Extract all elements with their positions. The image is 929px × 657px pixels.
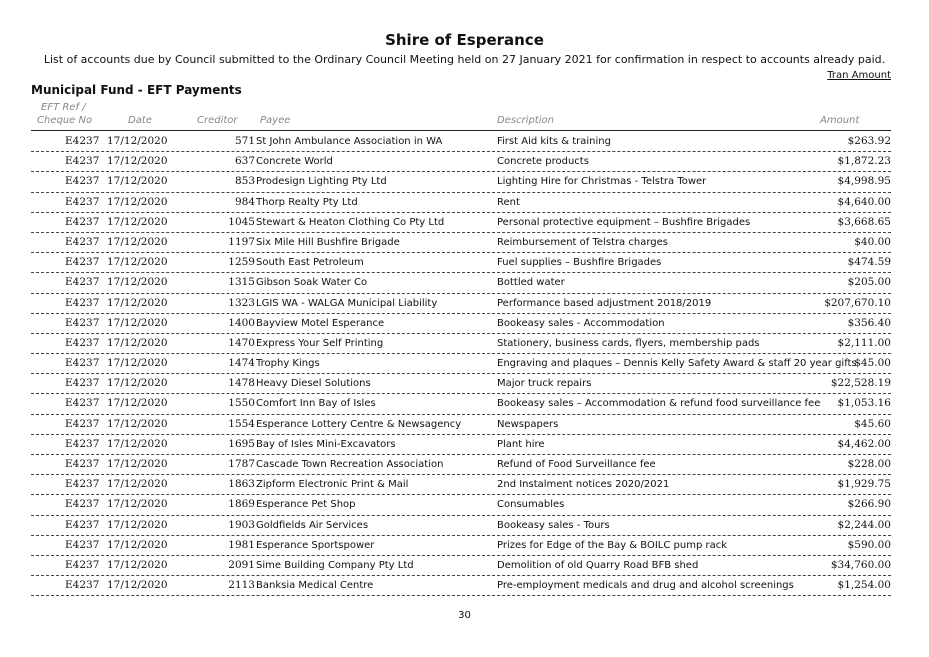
cell-date: 17/12/2020 bbox=[107, 256, 168, 269]
table-row bbox=[31, 576, 891, 596]
cell-ref: E4237 bbox=[65, 276, 100, 289]
table-row bbox=[31, 213, 891, 233]
table-row bbox=[31, 475, 891, 495]
cell-amount: $22,528.19 bbox=[830, 377, 891, 390]
cell-payee: LGIS WA - WALGA Municipal Liability bbox=[256, 297, 438, 309]
cell-amount: $2,244.00 bbox=[837, 518, 891, 531]
cell-ref: E4237 bbox=[65, 377, 100, 390]
table-row bbox=[31, 516, 891, 536]
cell-amount: $45.60 bbox=[854, 417, 891, 430]
cell-amount: $228.00 bbox=[847, 458, 891, 470]
cell-payee: Stewart & Heaton Clothing Co Pty Ltd bbox=[256, 216, 445, 228]
cell-amount: $474.59 bbox=[847, 256, 891, 269]
cell-description: Demolition of old Quarry Road BFB shed bbox=[497, 559, 699, 571]
table-row bbox=[31, 294, 891, 314]
cell-description: Rent bbox=[497, 196, 520, 208]
cell-creditor: 984 bbox=[234, 195, 255, 208]
cell-date: 17/12/2020 bbox=[107, 316, 168, 329]
cell-creditor: 853 bbox=[234, 175, 255, 188]
table-row bbox=[31, 314, 891, 334]
cell-amount: $207,670.10 bbox=[824, 296, 891, 309]
table-row bbox=[31, 415, 891, 435]
cell-amount: $1,254.00 bbox=[837, 579, 891, 592]
col-header-ref-line2: Cheque No bbox=[37, 115, 93, 126]
cell-date: 17/12/2020 bbox=[107, 155, 168, 168]
cell-payee: Heavy Diesel Solutions bbox=[256, 378, 371, 390]
col-header-creditor: Creditor bbox=[197, 115, 238, 126]
cell-description: First Aid kits & training bbox=[497, 136, 611, 147]
cell-description: Personal protective equipment – Bushfire Brigades bbox=[497, 216, 751, 228]
cell-amount: $1,929.75 bbox=[837, 478, 891, 491]
col-header-description: Description bbox=[497, 115, 554, 126]
table-row bbox=[31, 374, 891, 394]
col-header-amount: Amount bbox=[820, 115, 860, 126]
cell-creditor: 1197 bbox=[228, 235, 255, 248]
cell-creditor: 637 bbox=[234, 155, 255, 168]
cell-date: 17/12/2020 bbox=[107, 478, 168, 491]
cell-description: Major truck repairs bbox=[497, 378, 592, 390]
cell-description: Bookeasy sales - Tours bbox=[497, 519, 610, 531]
cell-date: 17/12/2020 bbox=[107, 195, 168, 208]
cell-creditor: 1869 bbox=[228, 498, 255, 511]
cell-date: 17/12/2020 bbox=[107, 276, 168, 289]
cell-date: 17/12/2020 bbox=[107, 377, 168, 390]
cell-payee: Concrete World bbox=[256, 156, 333, 168]
cell-description: Bookeasy sales – Accommodation & refund food surveillance fee bbox=[497, 398, 821, 410]
cell-payee: Cascade Town Recreation Association bbox=[256, 459, 444, 470]
cell-payee: Bay of Isles Mini-Excavators bbox=[256, 438, 396, 450]
cell-ref: E4237 bbox=[65, 316, 100, 329]
cell-ref: E4237 bbox=[65, 155, 100, 168]
table-row bbox=[31, 536, 891, 556]
cell-payee: Six Mile Hill Bushfire Brigade bbox=[256, 236, 400, 248]
cell-description: Consumables bbox=[497, 499, 565, 511]
cell-payee: Zipform Electronic Print & Mail bbox=[256, 479, 409, 491]
col-header-payee: Payee bbox=[260, 115, 291, 126]
cell-amount: $2,111.00 bbox=[837, 336, 891, 349]
cell-creditor: 1695 bbox=[228, 437, 255, 450]
cell-creditor: 2091 bbox=[228, 558, 255, 571]
cell-payee: Bayview Motel Esperance bbox=[256, 317, 385, 329]
cell-ref: E4237 bbox=[65, 357, 100, 370]
cell-payee: Thorp Realty Pty Ltd bbox=[256, 196, 358, 208]
cell-date: 17/12/2020 bbox=[107, 357, 168, 370]
cell-description: Bookeasy sales - Accommodation bbox=[497, 317, 665, 329]
cell-ref: E4237 bbox=[65, 579, 100, 592]
table-row bbox=[31, 253, 891, 273]
table-row bbox=[31, 152, 891, 172]
cell-description: Engraving and plaques – Dennis Kelly Safety Award & staff 20 year gifts bbox=[497, 358, 857, 370]
cell-payee: Esperance Sportspower bbox=[256, 539, 375, 551]
cell-description: Fuel supplies – Bushfire Brigades bbox=[497, 257, 662, 269]
cell-date: 17/12/2020 bbox=[107, 175, 168, 188]
cell-creditor: 571 bbox=[234, 135, 255, 147]
table-row bbox=[31, 354, 891, 374]
cell-creditor: 1478 bbox=[228, 377, 255, 390]
cell-date: 17/12/2020 bbox=[107, 417, 168, 430]
cell-description: 2nd Instalment notices 2020/2021 bbox=[497, 479, 670, 491]
cell-amount: $1,053.16 bbox=[837, 397, 891, 410]
cell-creditor: 1903 bbox=[228, 518, 255, 531]
cell-payee: Sime Building Company Pty Ltd bbox=[256, 559, 414, 571]
cell-amount: $4,462.00 bbox=[837, 437, 891, 450]
cell-description: Pre-employment medicals and drug and alcohol screenings bbox=[497, 580, 794, 592]
table-row bbox=[31, 435, 891, 455]
cell-amount: $263.92 bbox=[847, 135, 891, 147]
cell-creditor: 2113 bbox=[228, 579, 255, 592]
cell-creditor: 1550 bbox=[228, 397, 255, 410]
cell-creditor: 1863 bbox=[228, 478, 255, 491]
cell-description: Bottled water bbox=[497, 277, 565, 289]
cell-payee: Express Your Self Printing bbox=[256, 337, 384, 349]
cell-ref: E4237 bbox=[65, 195, 100, 208]
cell-date: 17/12/2020 bbox=[107, 518, 168, 531]
cell-date: 17/12/2020 bbox=[107, 498, 168, 511]
cell-payee: South East Petroleum bbox=[256, 257, 364, 269]
cell-ref: E4237 bbox=[65, 417, 100, 430]
cell-ref: E4237 bbox=[65, 518, 100, 531]
cell-amount: $40.00 bbox=[854, 235, 891, 248]
cell-ref: E4237 bbox=[65, 235, 100, 248]
cell-date: 17/12/2020 bbox=[107, 579, 168, 592]
cell-ref: E4237 bbox=[65, 397, 100, 410]
document-title: Shire of Esperance bbox=[385, 31, 544, 49]
page-number: 30 bbox=[458, 610, 471, 621]
cell-payee: Banksia Medical Centre bbox=[256, 580, 374, 592]
cell-date: 17/12/2020 bbox=[107, 397, 168, 410]
cell-creditor: 1400 bbox=[228, 316, 255, 329]
table-row bbox=[31, 193, 891, 213]
table-row bbox=[31, 273, 891, 293]
cell-amount: $45.00 bbox=[854, 357, 891, 370]
table-row bbox=[31, 455, 891, 475]
cell-payee: Comfort Inn Bay of Isles bbox=[256, 398, 376, 410]
cell-description: Plant hire bbox=[497, 438, 545, 450]
cell-payee: Trophy Kings bbox=[256, 358, 320, 370]
col-header-ref-line1: EFT Ref / bbox=[41, 102, 86, 113]
cell-creditor: 1474 bbox=[228, 357, 255, 370]
cell-ref: E4237 bbox=[65, 558, 100, 571]
cell-creditor: 1259 bbox=[228, 256, 255, 269]
cell-amount: $4,998.95 bbox=[837, 175, 891, 188]
cell-creditor: 1315 bbox=[228, 276, 255, 289]
cell-description: Prizes for Edge of the Bay & BOILC pump rack bbox=[497, 539, 727, 551]
cell-amount: $266.90 bbox=[847, 498, 891, 511]
cell-amount: $3,668.65 bbox=[837, 215, 891, 228]
cell-amount: $205.00 bbox=[847, 276, 891, 289]
cell-description: Lighting Hire for Christmas - Telstra Tower bbox=[497, 176, 707, 188]
cell-creditor: 1045 bbox=[228, 215, 255, 228]
cell-creditor: 1470 bbox=[228, 336, 255, 349]
cell-creditor: 1554 bbox=[228, 417, 255, 430]
cell-payee: Esperance Lottery Centre & Newsagency bbox=[256, 418, 462, 430]
table-row bbox=[31, 132, 891, 152]
cell-payee: Gibson Soak Water Co bbox=[256, 277, 368, 289]
cell-ref: E4237 bbox=[65, 215, 100, 228]
cell-amount: $4,640.00 bbox=[837, 195, 891, 208]
cell-creditor: 1787 bbox=[228, 458, 255, 470]
cell-creditor: 1323 bbox=[228, 296, 255, 309]
cell-payee: Goldfields Air Services bbox=[256, 519, 369, 531]
document-subtitle: List of accounts due by Council submitted to the Ordinary Council Meeting held on 27 January 2021 for confirmation in respect to accounts already paid. bbox=[43, 53, 886, 66]
header-divider bbox=[31, 130, 891, 131]
table-row bbox=[31, 394, 891, 414]
table-row bbox=[31, 556, 891, 576]
cell-date: 17/12/2020 bbox=[107, 558, 168, 571]
cell-description: Performance based adjustment 2018/2019 bbox=[497, 297, 712, 309]
cell-date: 17/12/2020 bbox=[107, 135, 168, 147]
cell-description: Stationery, business cards, flyers, membership pads bbox=[497, 337, 760, 349]
cell-ref: E4237 bbox=[65, 437, 100, 450]
cell-ref: E4237 bbox=[65, 478, 100, 491]
section-heading: Municipal Fund - EFT Payments bbox=[31, 83, 242, 97]
payments-table bbox=[31, 132, 891, 596]
table-row bbox=[31, 495, 891, 515]
col-header-date: Date bbox=[128, 115, 152, 126]
cell-payee: Esperance Pet Shop bbox=[256, 499, 356, 511]
cell-description: Concrete products bbox=[497, 156, 589, 168]
cell-ref: E4237 bbox=[65, 336, 100, 349]
cell-ref: E4237 bbox=[65, 538, 100, 551]
cell-date: 17/12/2020 bbox=[107, 336, 168, 349]
cell-payee: Prodesign Lighting Pty Ltd bbox=[256, 176, 387, 188]
tran-amount-label: Tran Amount bbox=[827, 70, 891, 81]
cell-creditor: 1981 bbox=[228, 538, 255, 551]
cell-date: 17/12/2020 bbox=[107, 538, 168, 551]
cell-amount: $356.40 bbox=[847, 316, 891, 329]
cell-description: Refund of Food Surveillance fee bbox=[497, 459, 656, 470]
table-row bbox=[31, 172, 891, 192]
cell-ref: E4237 bbox=[65, 256, 100, 269]
cell-ref: E4237 bbox=[65, 135, 100, 147]
cell-ref: E4237 bbox=[65, 175, 100, 188]
cell-description: Newspapers bbox=[497, 418, 559, 430]
cell-date: 17/12/2020 bbox=[107, 215, 168, 228]
cell-date: 17/12/2020 bbox=[107, 437, 168, 450]
cell-amount: $590.00 bbox=[847, 538, 891, 551]
cell-amount: $1,872.23 bbox=[837, 155, 891, 168]
cell-ref: E4237 bbox=[65, 458, 100, 470]
table-row bbox=[31, 334, 891, 354]
table-row bbox=[31, 233, 891, 253]
cell-date: 17/12/2020 bbox=[107, 458, 168, 470]
cell-amount: $34,760.00 bbox=[830, 558, 891, 571]
cell-payee: St John Ambulance Association in WA bbox=[256, 136, 443, 147]
cell-ref: E4237 bbox=[65, 296, 100, 309]
cell-date: 17/12/2020 bbox=[107, 235, 168, 248]
cell-ref: E4237 bbox=[65, 498, 100, 511]
cell-date: 17/12/2020 bbox=[107, 296, 168, 309]
cell-description: Reimbursement of Telstra charges bbox=[497, 236, 668, 248]
